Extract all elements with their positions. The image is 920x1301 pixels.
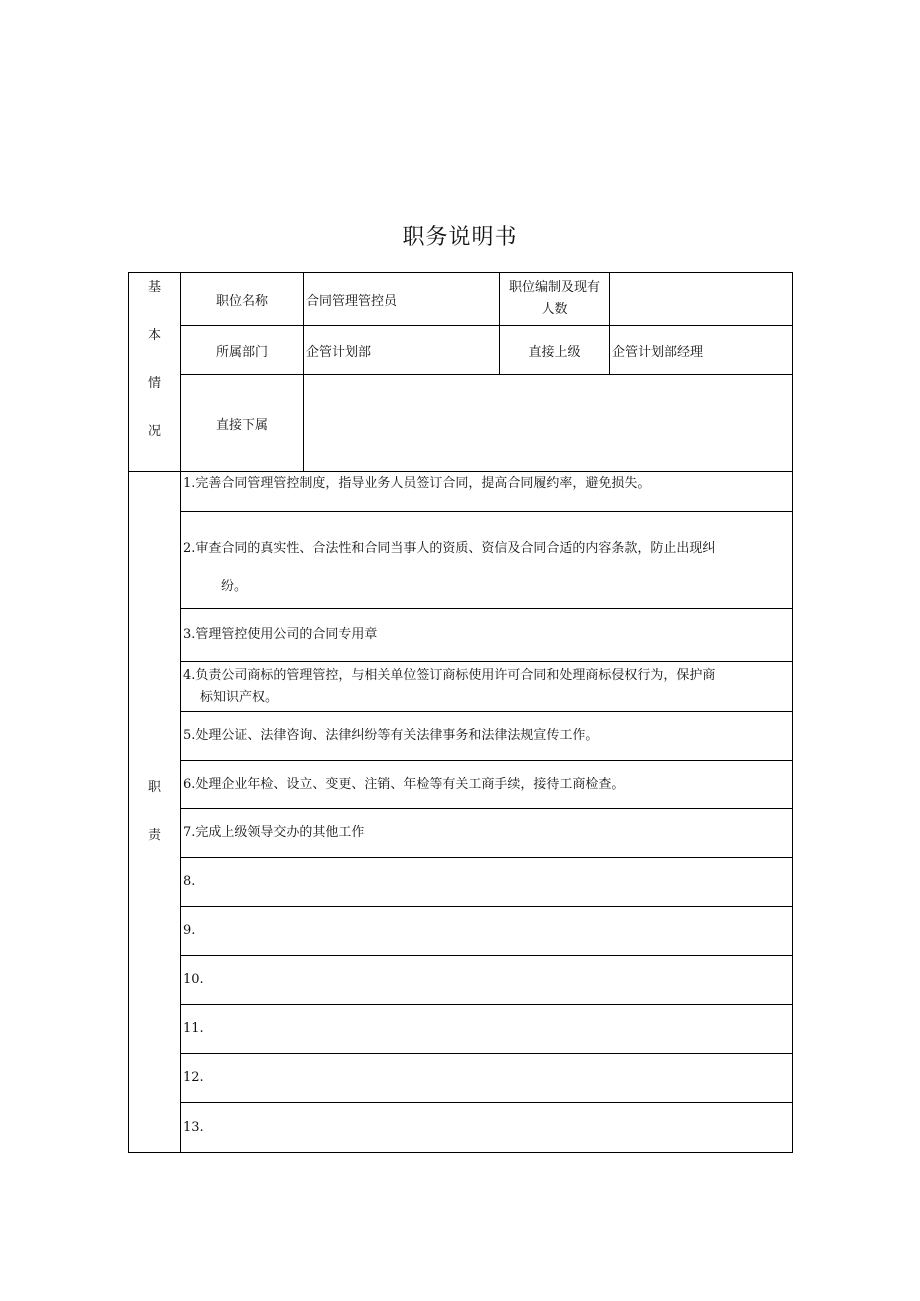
side-char: 情 bbox=[147, 376, 161, 391]
duty-item: 9. bbox=[181, 907, 793, 956]
duty-row bbox=[129, 907, 793, 956]
duty-row bbox=[129, 512, 793, 609]
side-char: 基 bbox=[147, 280, 161, 295]
duty-item-text: 4.负责公司商标的管理管控，与相关单位签订商标使用许可合同和处理商标侵权行为，保护商 bbox=[183, 667, 716, 683]
duty-row bbox=[129, 858, 793, 907]
duty-item bbox=[181, 662, 793, 712]
duty-item bbox=[181, 512, 793, 609]
document-title: 职务说明书 bbox=[402, 225, 518, 250]
side-char: 责 bbox=[147, 828, 161, 843]
superior-label: 直接上级 bbox=[500, 326, 610, 375]
headcount-label-line2: 人数 bbox=[541, 302, 568, 317]
duty-row bbox=[129, 712, 793, 761]
duty-item: 13. bbox=[181, 1103, 793, 1153]
row-subordinate bbox=[129, 375, 793, 472]
department-label: 所属部门 bbox=[181, 326, 304, 375]
superior-value: 企管计划部经理 bbox=[610, 326, 793, 375]
duty-row bbox=[129, 609, 793, 662]
side-char: 本 bbox=[147, 328, 161, 343]
duty-item: 8. bbox=[181, 858, 793, 907]
headcount-label-line1: 职位编制及现有 bbox=[508, 280, 600, 295]
subordinate-value bbox=[304, 375, 793, 472]
section-basic-info-label bbox=[129, 273, 181, 472]
job-description-table bbox=[128, 272, 793, 1153]
duty-row bbox=[129, 809, 793, 858]
row-department bbox=[129, 326, 793, 375]
duty-item: 5.处理公证、法律咨询、法律纠纷等有关法律事务和法律法规宣传工作。 bbox=[181, 712, 793, 761]
duty-row bbox=[129, 1103, 793, 1153]
duty-item: 1.完善合同管理管控制度，指导业务人员签订合同，提高合同履约率，避免损失。 bbox=[181, 472, 793, 512]
side-char: 职 bbox=[147, 780, 161, 795]
duty-item: 12. bbox=[181, 1054, 793, 1103]
duty-item-continuation: 标知识产权。 bbox=[200, 689, 279, 705]
duty-item: 3.管理管控使用公司的合同专用章 bbox=[181, 609, 793, 662]
row-position-name bbox=[129, 273, 793, 326]
duty-row bbox=[129, 761, 793, 809]
subordinate-label: 直接下属 bbox=[181, 375, 304, 472]
duty-row bbox=[129, 956, 793, 1005]
headcount-label bbox=[500, 273, 610, 326]
duty-row bbox=[129, 1005, 793, 1054]
duty-row bbox=[129, 1054, 793, 1103]
section-duties-label bbox=[129, 472, 181, 1153]
headcount-value bbox=[610, 273, 793, 326]
duty-item: 7.完成上级领导交办的其他工作 bbox=[181, 809, 793, 858]
duty-item-continuation: 纷。 bbox=[221, 579, 248, 594]
position-name-value: 合同管理管控员 bbox=[304, 273, 500, 326]
position-name-label: 职位名称 bbox=[181, 273, 304, 326]
duty-row bbox=[129, 472, 793, 512]
duty-item-text: 2.审查合同的真实性、合法性和合同当事人的资质、资信及合同合适的内容条款，防止出现纠 bbox=[183, 541, 716, 556]
duty-row bbox=[129, 662, 793, 712]
duty-item: 10. bbox=[181, 956, 793, 1005]
duty-item: 11. bbox=[181, 1005, 793, 1054]
side-char: 况 bbox=[147, 424, 161, 439]
department-value: 企管计划部 bbox=[304, 326, 500, 375]
duty-item: 6.处理企业年检、设立、变更、注销、年检等有关工商手续，接待工商检查。 bbox=[181, 761, 793, 809]
